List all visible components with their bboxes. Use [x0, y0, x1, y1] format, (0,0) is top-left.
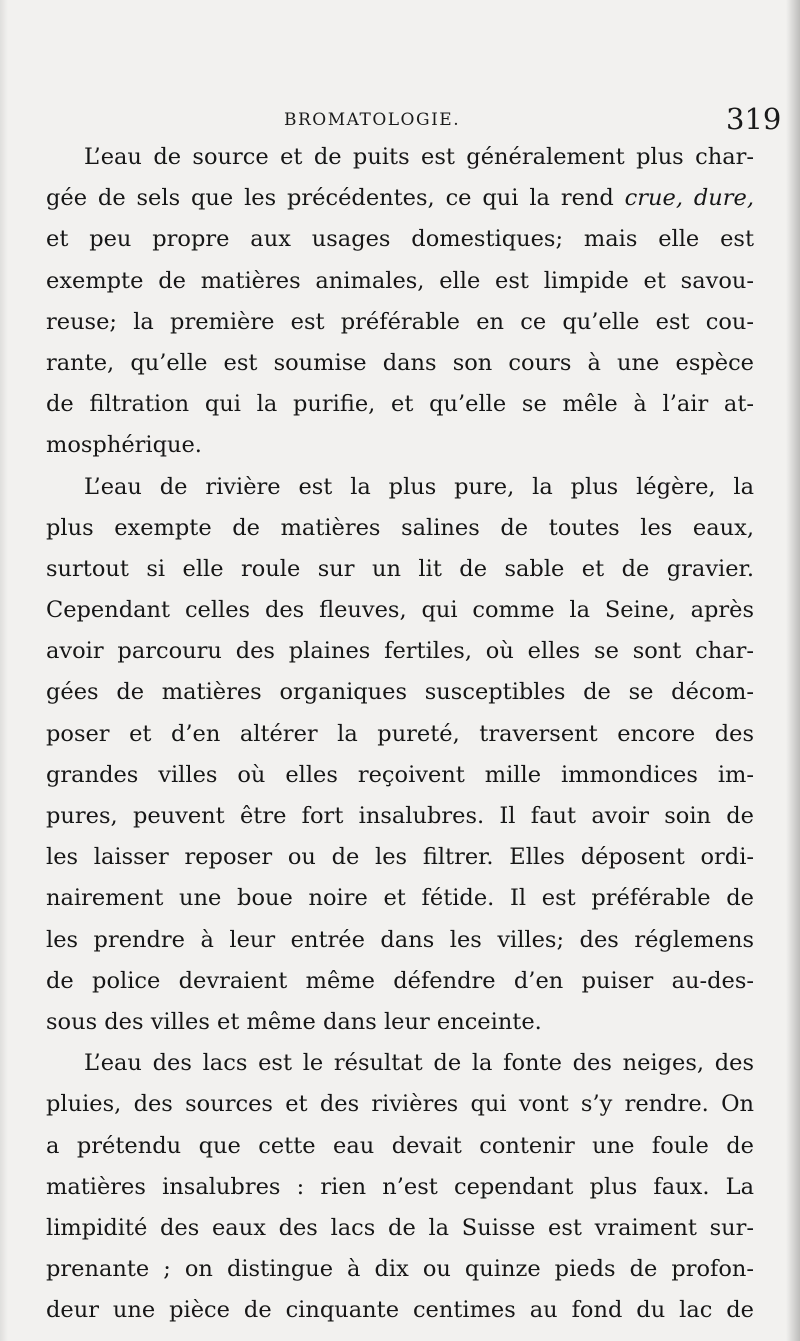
text-line: les laisser reposer ou de les filtrer. Elles déposent ordi-: [46, 844, 754, 871]
page-gutter-shadow: [0, 0, 8, 1341]
text-line: plus exempte de matières salines de toutes les eaux,: [46, 514, 754, 541]
text-line: de police devraient même défendre d’en puiser au-des-: [46, 967, 754, 994]
running-title: BROMATOLOGIE.: [284, 110, 461, 130]
text-run: gée de sels que les précédentes, ce qui la rend: [46, 185, 625, 212]
text-line: sous des villes et même dans leur enceinte.: [46, 1008, 542, 1035]
text-line: limpidité des eaux des lacs de la Suisse est vraiment sur-: [46, 1214, 754, 1241]
text-line: pluies, des sources et des rivières qui vont s’y rendre. On: [46, 1091, 754, 1118]
text-line: L’eau des lacs est le résultat de la fonte des neiges, des: [84, 1050, 754, 1077]
text-line: grandes villes où elles reçoivent mille immondices im-: [46, 761, 754, 788]
text-line: surtout si elle roule sur un lit de sable et de gravier.: [46, 555, 754, 582]
text-line: pures, peuvent être fort insalubres. Il faut avoir soin de: [46, 803, 754, 829]
text-line: gées de matières organiques susceptibles de se décom-: [46, 679, 754, 706]
text-line: prenante ; on distingue à dix ou quinze pieds de profon-: [46, 1256, 754, 1283]
text-line: L’eau de rivière est la plus pure, la plus légère, la: [84, 473, 754, 500]
text-line: [46, 178, 754, 219]
text-line: de filtration qui la purifie, et qu’elle se mêle à l’air at-: [46, 391, 754, 418]
text-line: rante, qu’elle est soumise dans son cours à une espèce: [46, 349, 754, 376]
body-text: [46, 137, 754, 1331]
text-line: et peu propre aux usages domestiques; mais elle est: [46, 226, 754, 253]
text-line: L’eau de source et de puits est généralement plus char-: [84, 144, 754, 170]
italic-phrase: crue, dure,: [624, 185, 754, 212]
text-line: poser et d’en altérer la pureté, traversent encore des: [46, 720, 754, 747]
text-line: nairement une boue noire et fétide. Il est préférable de: [46, 885, 754, 912]
text-line: deur une pièce de cinquante centimes au fond du lac de: [46, 1297, 754, 1324]
text-line: mosphérique.: [46, 432, 202, 459]
text-line: avoir parcouru des plaines fertiles, où elles se sont char-: [46, 638, 754, 665]
text-line: les prendre à leur entrée dans les villes; des réglemens: [46, 926, 754, 953]
text-line: reuse; la première est préférable en ce qu’elle est cou-: [46, 308, 754, 335]
page-edge-shadow: [786, 0, 800, 1341]
text-line: matières insalubres : rien n’est cependant plus faux. La: [46, 1173, 754, 1200]
text-line: exempte de matières animales, elle est limpide et savou-: [46, 267, 754, 294]
text-line: Cependant celles des fleuves, qui comme la Seine, après: [46, 597, 754, 624]
text-line: a prétendu que cette eau devait contenir une foule de: [46, 1132, 754, 1159]
page-number: 319: [726, 102, 782, 136]
